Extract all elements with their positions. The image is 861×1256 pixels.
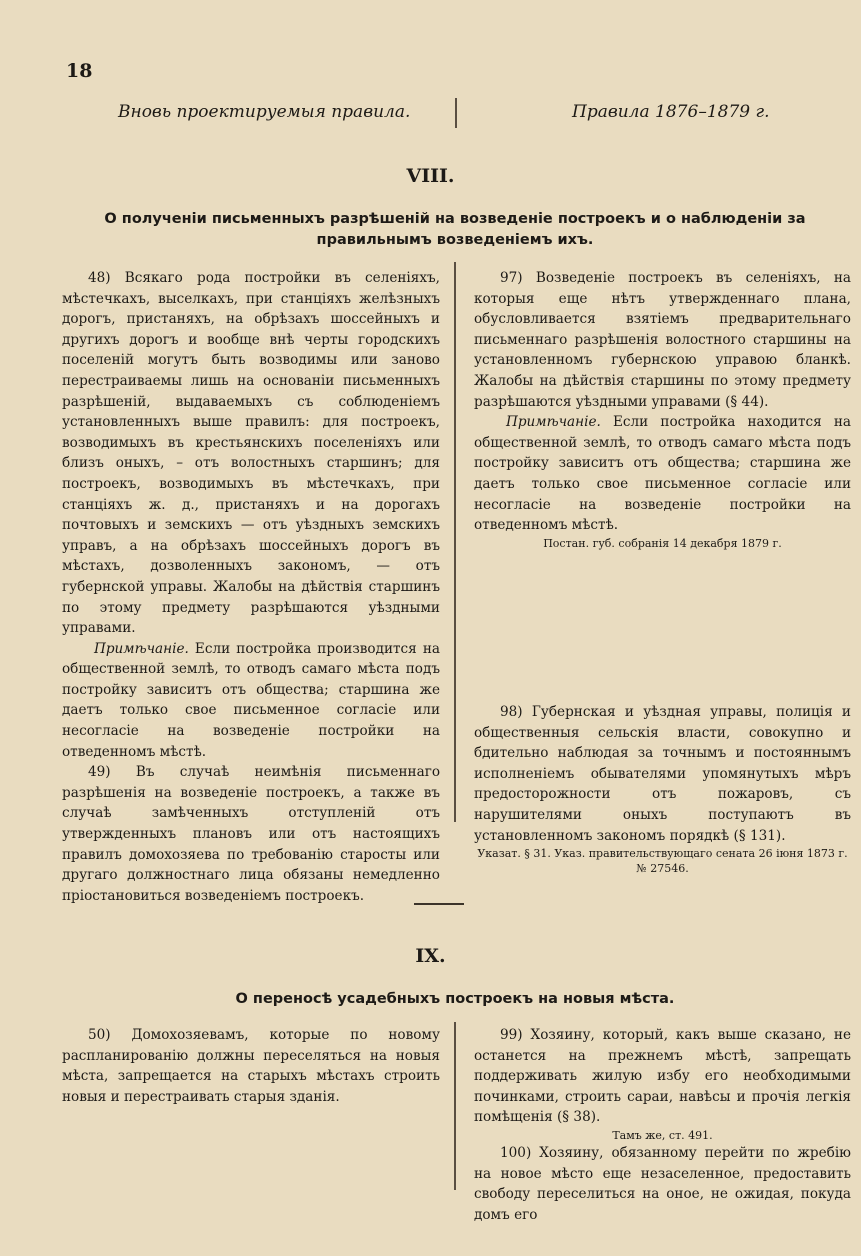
article-97: 97) Возведеніе построекъ въ селеніяхъ, на которыя еще нѣтъ утвержденнаго плана, обусловливается взятіемъ предварительнаго письменнаго разрѣшенія волостного старшины на установленномъ губернскою управою бланкѣ. Жалобы на дѣйствія старшины по этому предмету разрѣшаются уѣздными управами (§ 44).	[474, 270, 851, 410]
page-number: 18	[66, 60, 93, 82]
right-column-section-8b	[474, 702, 851, 876]
section-9-number: IX.	[415, 945, 446, 967]
header-left: Вновь проектируемыя правила.	[118, 102, 411, 122]
left-column-section-9	[62, 1025, 440, 1107]
article-98: 98) Губернская и уѣздная управы, полиція и общественныя сельскія власти, совокупно и бдительно наблюдая за точнымъ и постояннымъ исполненіемъ обывателями упомянутыхъ мѣръ предосторожности отъ пожаровъ, съ нарушителями оныхъ поступаютъ въ установленномъ закономъ порядкѣ (§ 131).	[474, 704, 851, 844]
article-48-note	[62, 639, 440, 763]
right-column-section-9	[474, 1025, 851, 1225]
section-8-title: О полученіи письменныхъ разрѣшеній на возведеніе построекъ и о наблюденіи за правильнымъ возведеніемъ ихъ.	[104, 211, 806, 248]
article-97-note	[474, 412, 851, 536]
source-97: Постан. губ. собранія 14 декабря 1879 г.	[543, 536, 782, 550]
source-99: Тамъ же, ст. 491.	[612, 1128, 713, 1142]
column-divider-upper	[454, 262, 456, 822]
article-50: 50) Домохозяевамъ, которые по новому распланированію должны переселяться на новыя мѣста, запрещается на старыхъ мѣстахъ строить новыя и перестраивать старыя зданія.	[62, 1027, 440, 1105]
section-separator	[414, 903, 464, 905]
header-right: Правила 1876–1879 г.	[572, 102, 770, 122]
column-divider-lower	[454, 1022, 456, 1190]
article-49: 49) Въ случаѣ неимѣнія письменнаго разрѣшенія на возведеніе построекъ, а также въ случаѣ замѣченныхъ отступленій отъ утвержденныхъ плановъ или отъ настоящихъ правилъ домохозяева по требованію старосты или другаго должностнаго лица обязаны немедленно пріостановиться возведеніемъ построекъ.	[62, 764, 440, 904]
note-text: Если постройка находится на общественной землѣ, то отводъ самаго мѣста подъ постройку зависитъ отъ общества; старшина же даетъ только свое письменное согласіе или несогласіе на возведеніе постройки на отведенномъ мѣстѣ.	[474, 414, 851, 534]
source-98: Указат. § 31. Указ. правительствующаго сената 26 іюня 1873 г. № 27546.	[477, 847, 848, 876]
right-column-section-8a	[474, 268, 851, 551]
section-8-number: VIII.	[406, 165, 455, 187]
header-divider	[455, 98, 457, 128]
section-9-title: О переносѣ усадебныхъ построекъ на новыя мѣста.	[235, 991, 675, 1007]
article-48: 48) Всякаго рода постройки въ селеніяхъ, мѣстечкахъ, выселкахъ, при станціяхъ желѣзныхъ дорогъ, пристаняхъ, на обрѣзахъ шоссейныхъ и другихъ дорогъ и вообще внѣ черты городскихъ поселеній могутъ быть возводимы или заново перестраиваемы лишь на основаніи письменныхъ разрѣшеній, выдаваемыхъ съ соблюденіемъ установленныхъ выше правилъ: для построекъ, возводимыхъ въ крестьянскихъ поселеніяхъ или близъ оныхъ, – отъ волостныхъ старшинъ; для построекъ, возводимыхъ въ мѣстечкахъ, при станціяхъ ж. д., пристаняхъ и на дорогахъ почтовыхъ и земскихъ — отъ уѣздныхъ земскихъ управъ, а на обрѣзахъ шоссейныхъ дорогъ въ мѣстахъ, дозволенныхъ закономъ, — отъ губернской управы. Жалобы на дѣйствія старшинъ по этому предмету разрѣшаются уѣздными управами.	[62, 270, 440, 637]
article-100: 100) Хозяину, обязанному перейти по жребію на новое мѣсто еще незаселенное, предоставить свободу переселиться на оное, не ожидая, покуда домъ его	[474, 1144, 851, 1223]
note-text: Если постройка производится на общественной землѣ, то отводъ самаго мѣста подъ постройку зависитъ отъ общества; старшина же даетъ только свое письменное согласіе или несогласіе на возведеніе постройки на отведенномъ мѣстѣ.	[62, 640, 440, 760]
left-column-section-8	[62, 268, 440, 906]
note-label: Примѣчаніе.	[506, 414, 601, 431]
note-label: Примѣчаніе.	[94, 640, 189, 657]
article-99: 99) Хозяину, который, какъ выше сказано, не останется на прежнемъ мѣстѣ, запрещать поддерживать жилую избу его необходимыми починками, строить сараи, навѣсы и прочія легкія помѣщенія (§ 38).	[474, 1027, 851, 1126]
